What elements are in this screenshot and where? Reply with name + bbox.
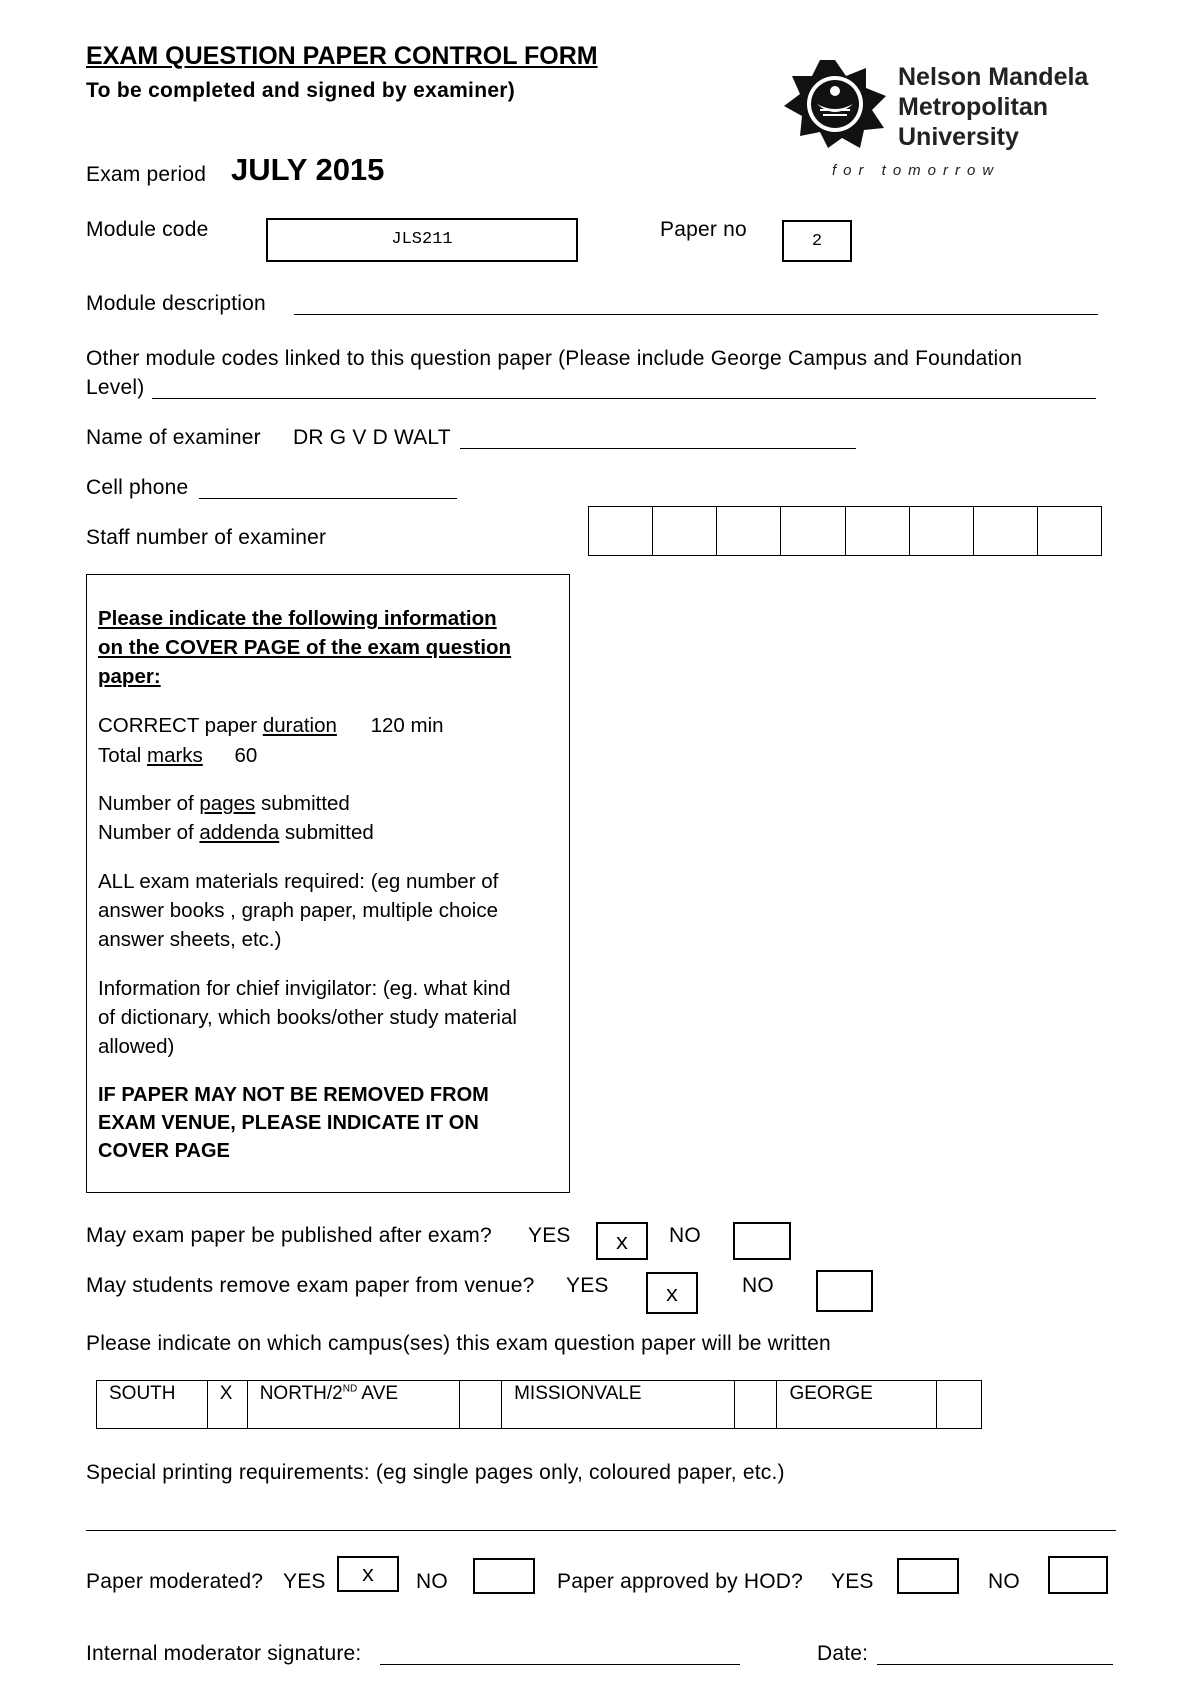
publish-no-label: NO: [669, 1224, 701, 1247]
publish-yes-checkbox[interactable]: x: [596, 1222, 648, 1260]
cell-phone-line[interactable]: [199, 476, 457, 499]
remove-yes-label: YES: [566, 1274, 609, 1297]
examiner-value: DR G V D WALT: [293, 426, 451, 449]
module-description-label: Module description: [86, 292, 266, 315]
publish-yes-label: YES: [528, 1224, 571, 1247]
university-name: [898, 62, 1088, 152]
date-line[interactable]: [877, 1642, 1113, 1665]
staff-digit-cell[interactable]: [1038, 507, 1101, 555]
printing-requirements-label: Special printing requirements: (eg single pages only, coloured paper, etc.): [86, 1461, 785, 1484]
campus-missionvale-label: MISSIONVALE: [502, 1381, 734, 1428]
staff-digit-cell[interactable]: [910, 507, 974, 555]
module-code-label: Module code: [86, 218, 209, 241]
moderator-signature-label: Internal moderator signature:: [86, 1642, 362, 1665]
form-title: EXAM QUESTION PAPER CONTROL FORM: [86, 42, 598, 70]
staff-digit-cell[interactable]: [589, 507, 653, 555]
campus-north-post: AVE: [357, 1383, 399, 1404]
publish-question: May exam paper be published after exam?: [86, 1224, 492, 1247]
addenda-label: Number of: [98, 821, 200, 844]
campus-prompt: Please indicate on which campus(ses) this exam question paper will be written: [86, 1332, 831, 1355]
remove-question: May students remove exam paper from venue?: [86, 1274, 535, 1297]
info-heading-1: Please indicate the following information: [98, 607, 497, 630]
module-code-field[interactable]: JLS211: [266, 218, 578, 262]
campus-south-label: SOUTH: [97, 1381, 208, 1428]
hod-no-checkbox[interactable]: [1048, 1556, 1108, 1594]
examiner-line[interactable]: [460, 426, 856, 449]
examiner-label: Name of examiner: [86, 426, 261, 449]
pages-row: [98, 789, 350, 818]
staff-digit-cell[interactable]: [974, 507, 1038, 555]
remove-no-label: NO: [742, 1274, 774, 1297]
duration-value: 120 min: [370, 714, 444, 737]
warning-line-3: COVER PAGE: [98, 1140, 230, 1162]
materials-line-2: answer books , graph paper, multiple choice: [98, 899, 498, 922]
paper-no-field[interactable]: 2: [782, 220, 852, 262]
materials-line-1: ALL exam materials required: (eg number of: [98, 870, 499, 893]
campus-north-checkbox[interactable]: [460, 1381, 502, 1428]
invigilator-line-2: of dictionary, which books/other study material: [98, 1006, 517, 1029]
marks-label-underlined: marks: [147, 744, 203, 767]
staff-digit-cell[interactable]: [653, 507, 717, 555]
exam-period-label: Exam period: [86, 163, 207, 186]
info-heading-3: paper:: [98, 665, 161, 688]
university-logo-icon: [780, 58, 890, 150]
campus-george-checkbox[interactable]: [937, 1381, 981, 1428]
campus-south-checkbox[interactable]: X: [208, 1381, 248, 1428]
staff-number-grid[interactable]: [588, 506, 1102, 556]
staff-digit-cell[interactable]: [846, 507, 910, 555]
module-description-line[interactable]: [294, 292, 1098, 315]
cell-phone-label: Cell phone: [86, 476, 189, 499]
remove-yes-checkbox[interactable]: x: [646, 1272, 698, 1314]
hod-no-label: NO: [988, 1570, 1020, 1593]
addenda-row: [98, 818, 374, 847]
addenda-label-underlined: addenda: [199, 821, 280, 844]
pages-label: Number of: [98, 792, 200, 815]
moderated-label: Paper moderated?: [86, 1570, 264, 1593]
invigilator-line-1: Information for chief invigilator: (eg. what kind: [98, 977, 511, 1000]
logo-line-3: University: [898, 123, 1019, 151]
moderated-no-checkbox[interactable]: [473, 1558, 535, 1594]
hod-label: Paper approved by HOD?: [557, 1570, 804, 1593]
staff-digit-cell[interactable]: [781, 507, 845, 555]
staff-number-label: Staff number of examiner: [86, 526, 327, 549]
duration-label: CORRECT paper: [98, 714, 263, 737]
campus-north-sup: ND: [342, 1383, 358, 1395]
form-subtitle: To be completed and signed by examiner): [86, 79, 516, 102]
invigilator-line-3: allowed): [98, 1035, 175, 1058]
publish-no-checkbox[interactable]: [733, 1222, 791, 1260]
moderator-signature-line[interactable]: [380, 1642, 740, 1665]
campus-north-text: NORTH/2: [259, 1383, 343, 1404]
campus-george-label: GEORGE: [777, 1381, 937, 1428]
moderated-yes-label: YES: [283, 1570, 326, 1593]
remove-no-checkbox[interactable]: [816, 1270, 873, 1312]
moderated-no-label: NO: [416, 1570, 448, 1593]
warning-line-2: EXAM VENUE, PLEASE INDICATE IT ON: [98, 1112, 479, 1134]
materials-line-3: answer sheets, etc.): [98, 928, 282, 951]
other-codes-text-2: Level): [86, 376, 145, 399]
hod-yes-checkbox[interactable]: [897, 1558, 959, 1594]
logo-line-1: Nelson Mandela: [898, 63, 1089, 91]
info-heading-2: on the COVER PAGE of the exam question: [98, 636, 512, 659]
pages-label-underlined: pages: [199, 792, 256, 815]
duration-label-underlined: duration: [262, 714, 337, 737]
addenda-label-post: submitted: [279, 821, 374, 844]
campus-table: [96, 1380, 982, 1429]
campus-missionvale-checkbox[interactable]: [735, 1381, 778, 1428]
campus-north-label: [248, 1381, 460, 1428]
logo-line-2: Metropolitan: [898, 93, 1048, 121]
pages-label-post: submitted: [255, 792, 350, 815]
paper-no-label: Paper no: [660, 218, 747, 241]
other-codes-text-1: Other module codes linked to this question paper (Please include George Campus and Foundation: [86, 347, 1023, 370]
warning-line-1: IF PAPER MAY NOT BE REMOVED FROM: [98, 1084, 489, 1106]
marks-value: 60: [234, 744, 258, 767]
moderated-yes-checkbox[interactable]: x: [337, 1556, 399, 1592]
marks-label: Total: [98, 744, 147, 767]
other-codes-line[interactable]: [152, 376, 1096, 399]
marks-row: [98, 741, 257, 770]
printing-requirements-line[interactable]: [86, 1508, 1116, 1531]
logo-tagline: for tomorrow: [832, 162, 1001, 179]
date-label: Date:: [817, 1642, 869, 1665]
duration-row: [98, 711, 444, 740]
staff-digit-cell[interactable]: [717, 507, 781, 555]
cover-page-info-box: [86, 574, 570, 1193]
exam-period-value: JULY 2015: [231, 152, 385, 187]
hod-yes-label: YES: [831, 1570, 874, 1593]
